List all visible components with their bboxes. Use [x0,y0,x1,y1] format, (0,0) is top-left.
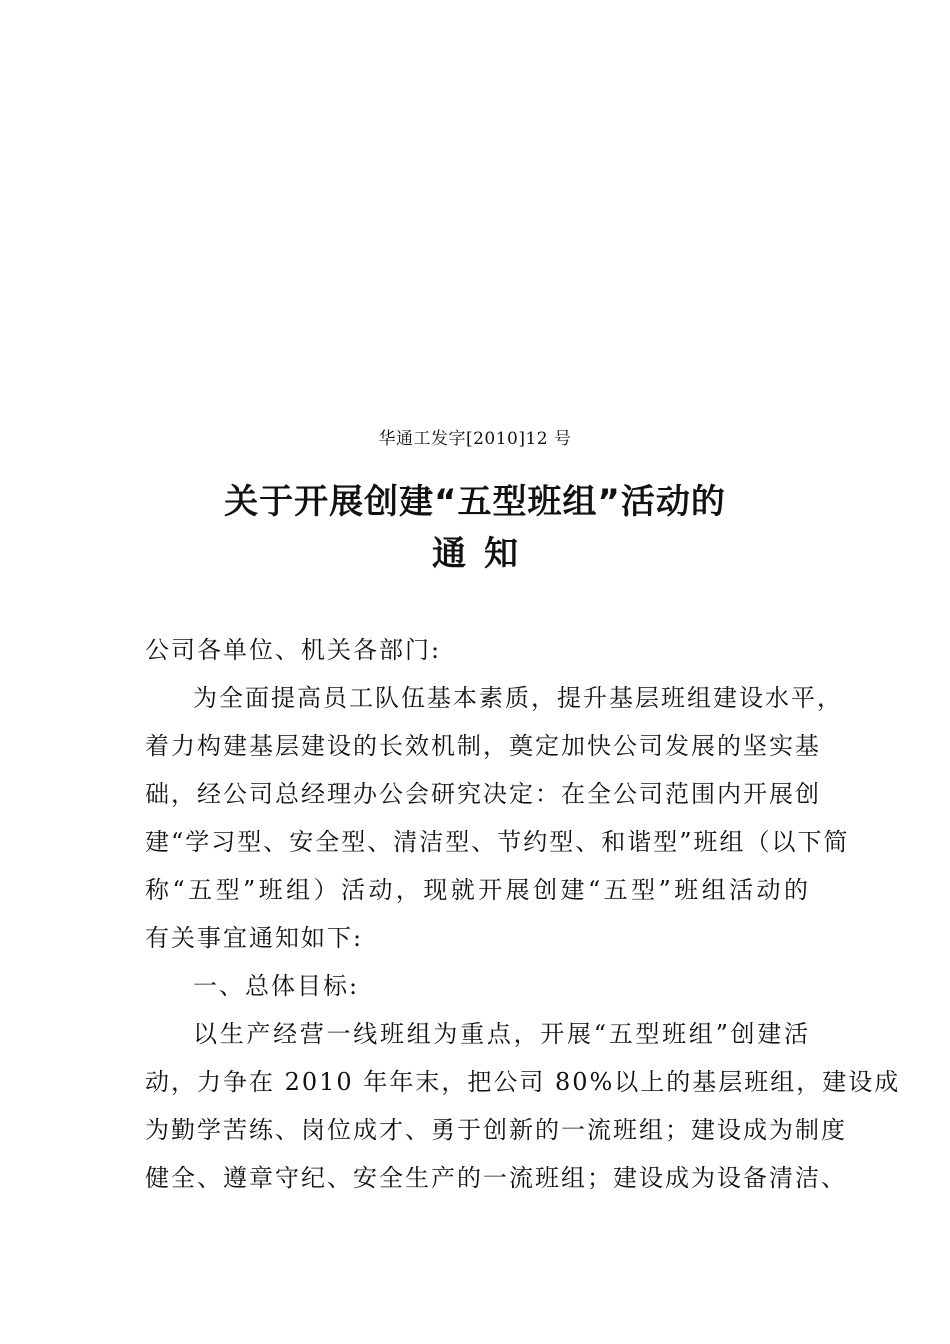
paragraph-2-line: 健全、遵章守纪、安全生产的一流班组；建设成为设备清洁、 [145,1164,847,1192]
paragraph-1-line: 着力构建基层建设的长效机制，奠定加快公司发展的坚实基 [145,732,821,760]
paragraph-2-line: 动，力争在 2010 年年末，把公司 80%以上的基层班组，建设成 [145,1068,901,1096]
paragraph-1-line: 为全面提高员工队伍基本素质，提升基层班组建设水平， [193,684,843,712]
document-title-line-1: 关于开展创建“五型班组”活动的 [224,482,726,522]
document-title-line-2: 通知 [432,534,536,574]
paragraph-2-line: 以生产经营一线班组为重点，开展“五型班组”创建活 [193,1020,810,1048]
paragraph-1-line: 称“五型”班组）活动，现就开展创建“五型”班组活动的 [145,876,810,904]
document-body [145,626,901,1202]
paragraph-1-line: 有关事宜通知如下: [145,924,364,952]
salutation: 公司各单位、机关各部门: [145,636,442,664]
paragraph-1-line: 础，经公司总经理办公会研究决定：在全公司范围内开展创 [145,780,821,808]
document-number: 华通工发字[2010]12 号 [378,429,572,449]
paragraph-1-line: 建“学习型、安全型、清洁型、节约型、和谐型”班组（以下简 [145,828,850,856]
section-1-heading: 一、总体目标: [193,972,360,1000]
paragraph-2-line: 为勤学苦练、岗位成才、勇于创新的一流班组；建设成为制度 [145,1116,847,1144]
